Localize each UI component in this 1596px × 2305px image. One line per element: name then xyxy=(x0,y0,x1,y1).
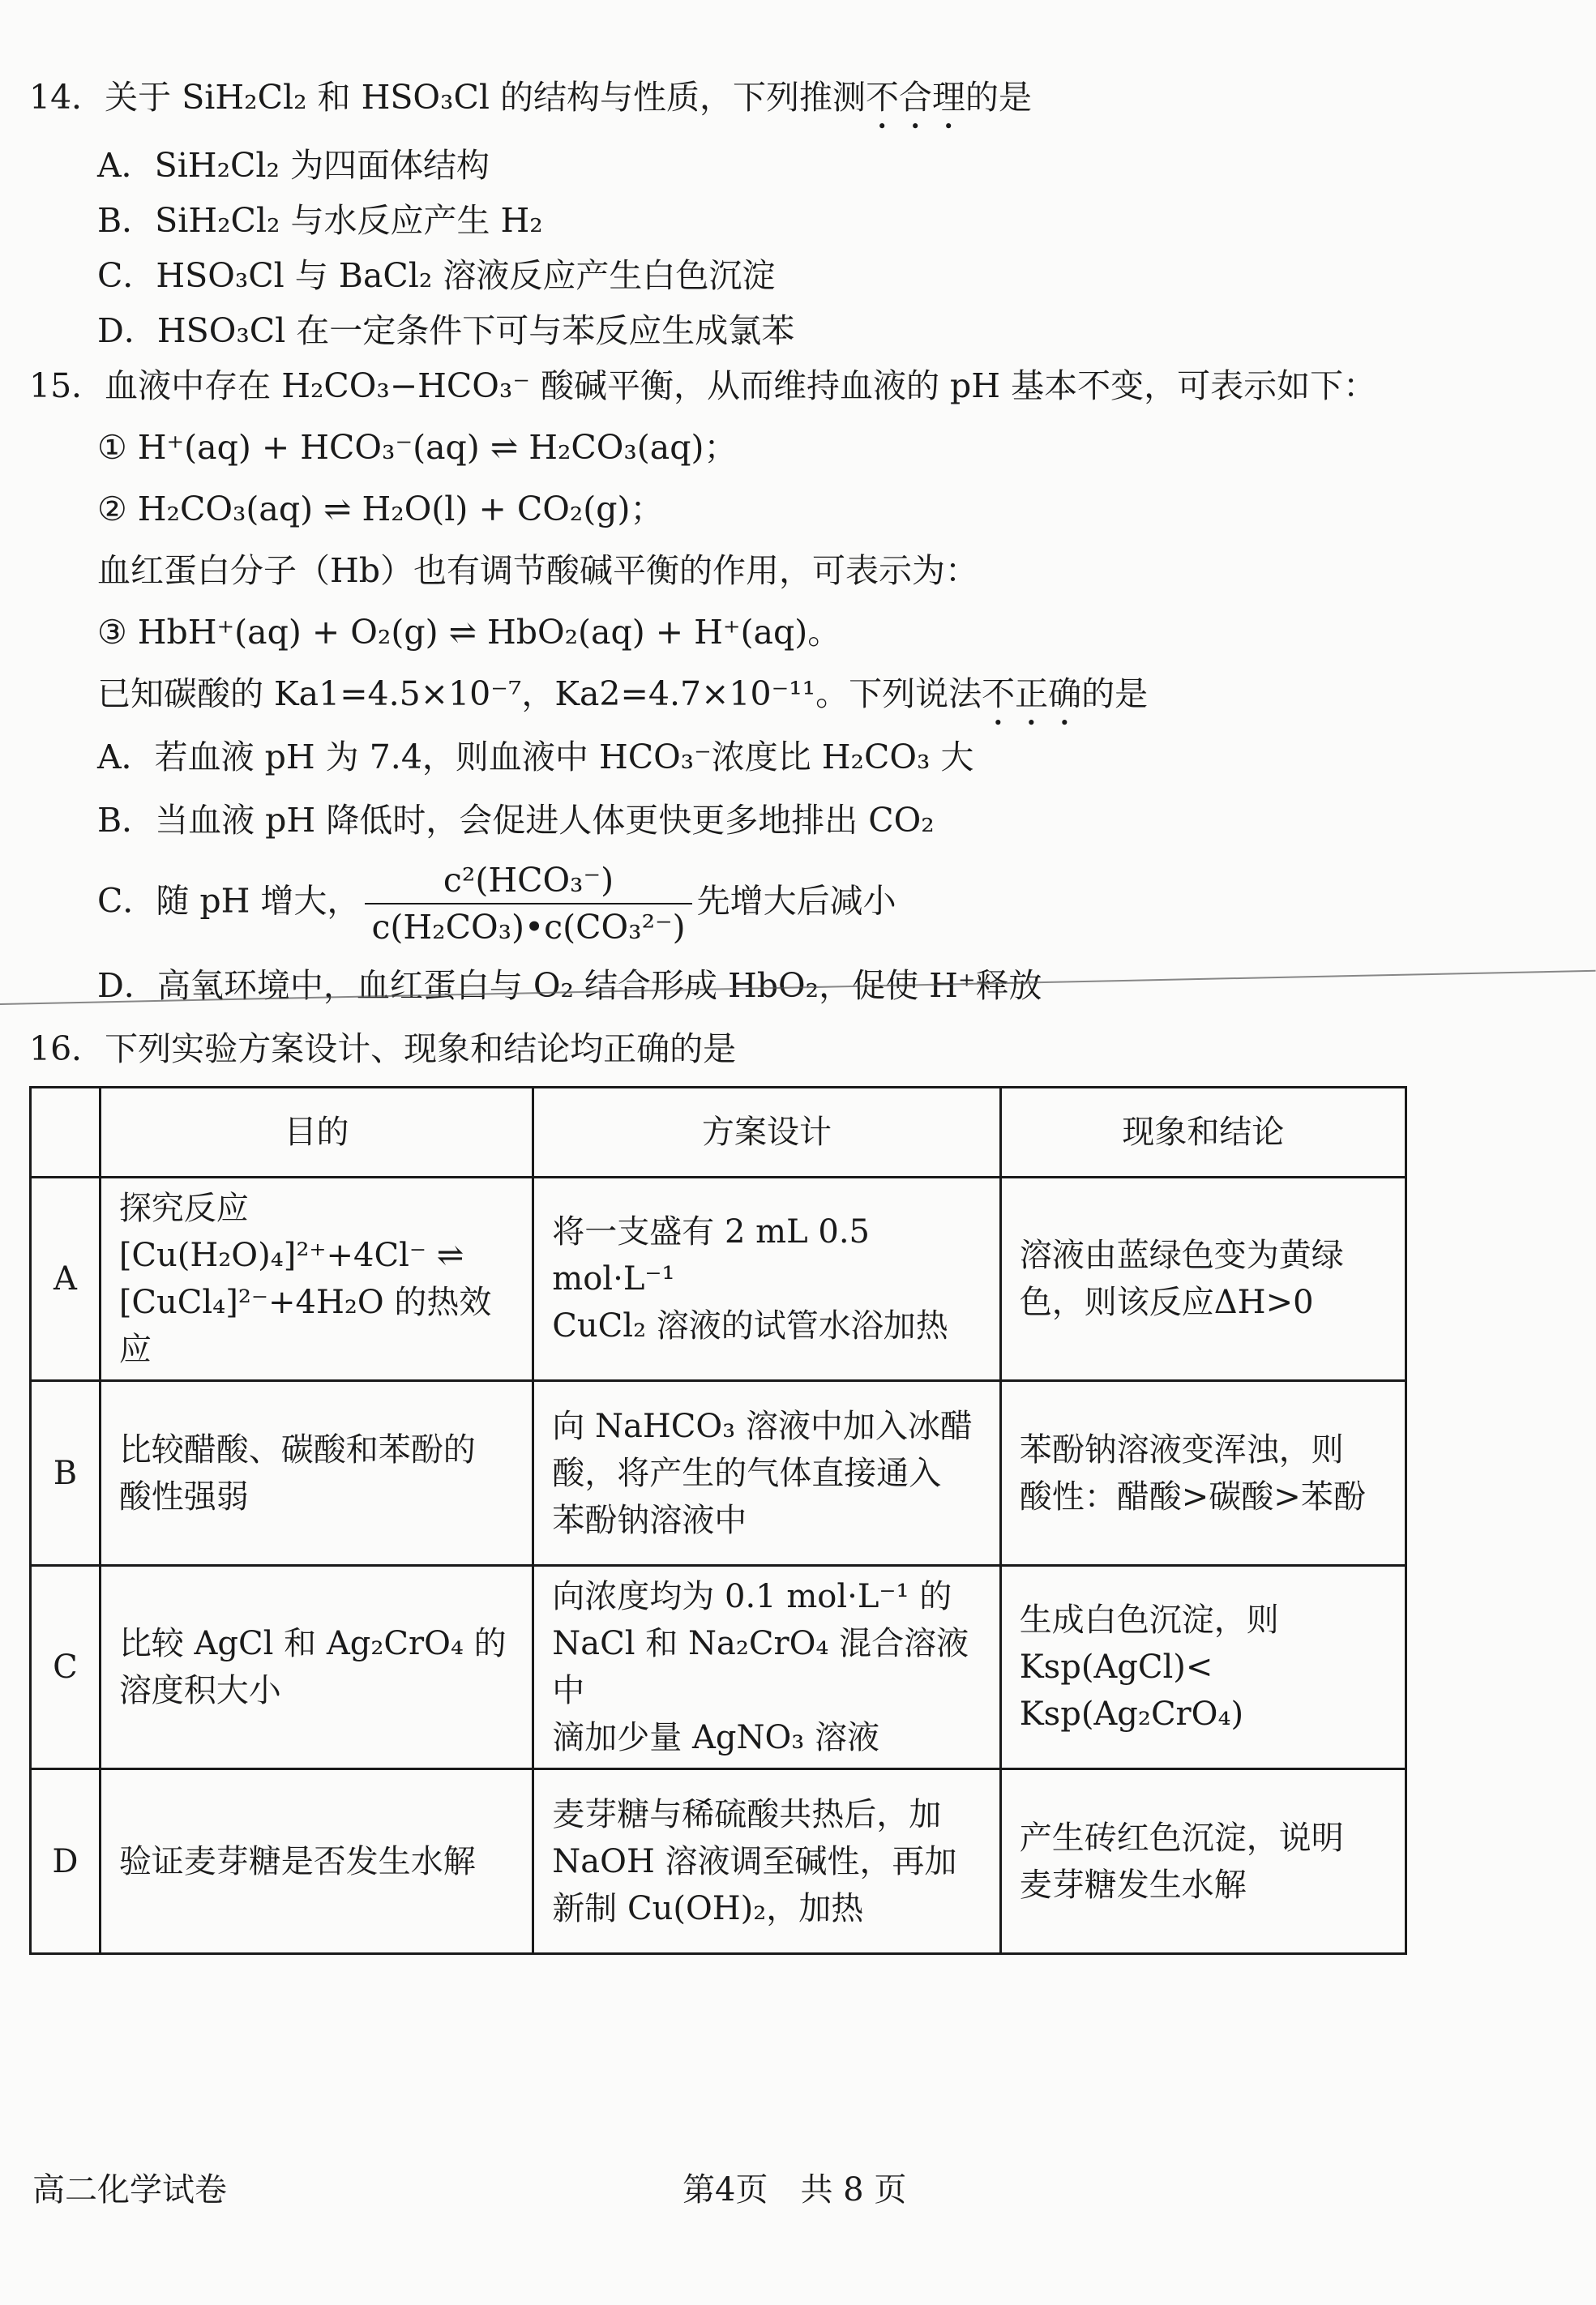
row-purpose: 验证麦芽糖是否发生水解 xyxy=(100,1769,533,1954)
table-row xyxy=(31,1178,1406,1381)
q15-fraction xyxy=(365,857,691,950)
header-result: 现象和结论 xyxy=(1000,1088,1406,1178)
q15-emphasis: 不正确 xyxy=(982,674,1082,713)
q15-option-b: B．当血液 pH 降低时，会促进人体更快更多地排出 CO₂ xyxy=(97,801,935,840)
q16-stem: 16．下列实验方案设计、现象和结论均正确的是 xyxy=(29,1029,737,1068)
header-design: 方案设计 xyxy=(533,1088,1001,1178)
q15-option-c: C．随 pH 增大， $\frac{\text{c²(HCO₃⁻)}}{\text{c(H₂CO₃)•c(CO₃²⁻)}}$ 先增大后减小 xyxy=(97,857,896,950)
table-row xyxy=(31,1566,1406,1769)
row-result: 产生砖红色沉淀，说明 麦芽糖发生水解 xyxy=(1000,1769,1406,1954)
row-label: C xyxy=(31,1566,101,1769)
footer-subject: 高二化学试卷 xyxy=(32,2171,227,2209)
header-blank xyxy=(31,1088,101,1178)
row-result: 生成白色沉淀，则 Ksp(AgCl)< Ksp(Ag₂CrO₄) xyxy=(1000,1566,1406,1769)
q14-option-d: D．HSO₃Cl 在一定条件下可与苯反应生成氯苯 xyxy=(97,311,795,350)
q14-emphasis: 不合理 xyxy=(866,78,965,117)
footer-page-number: 第4页 共 8 页 xyxy=(682,2171,907,2209)
header-purpose: 目的 xyxy=(100,1088,533,1178)
row-label: B xyxy=(31,1381,101,1566)
q15-option-a: A．若血液 pH 为 7.4，则血液中 HCO₃⁻浓度比 H₂CO₃ 大 xyxy=(97,738,974,776)
row-design: 向浓度均为 0.1 mol·L⁻¹ 的 NaCl 和 Na₂CrO₄ 混合溶液中 滴加少量 AgNO₃ 溶液 xyxy=(533,1566,1001,1769)
row-purpose: 比较醋酸、碳酸和苯酚的 酸性强弱 xyxy=(100,1381,533,1566)
q14-option-a: A．SiH₂Cl₂ 为四面体结构 xyxy=(97,146,490,185)
experiment-table xyxy=(29,1086,1407,1955)
fraction-numerator: c²(HCO₃⁻) xyxy=(365,857,691,904)
row-label: A xyxy=(31,1178,101,1381)
row-purpose: 比较 AgCl 和 Ag₂CrO₄ 的 溶度积大小 xyxy=(100,1566,533,1769)
q15-equation-3: ③ HbH⁺(aq) + O₂(g) ⇌ HbO₂(aq) + H⁺(aq)。 xyxy=(97,613,841,652)
q15-option-d: D．高氧环境中，血红蛋白与 O₂ 结合形成 HbO₂，促使 H⁺释放 xyxy=(97,966,1042,1005)
row-purpose: 探究反应 [Cu(H₂O)₄]²⁺+4Cl⁻ ⇌ [CuCl₄]²⁻+4H₂O 的热效应 xyxy=(100,1178,533,1381)
table-row xyxy=(31,1769,1406,1954)
q15-known-constants: 已知碳酸的 Ka1=4.5×10⁻⁷，Ka2=4.7×10⁻¹¹。下列说法不正确的是 xyxy=(97,674,1149,713)
q15-equation-2: ② H₂CO₃(aq) ⇌ H₂O(l) + CO₂(g)； xyxy=(97,490,664,528)
q14-stem: 14．关于 SiH₂Cl₂ 和 HSO₃Cl 的结构与性质，下列推测不合理的是 xyxy=(29,78,1032,117)
q14-option-c: C．HSO₃Cl 与 BaCl₂ 溶液反应产生白色沉淀 xyxy=(97,256,776,295)
table-row xyxy=(31,1381,1406,1566)
row-design: 麦芽糖与稀硫酸共热后，加 NaOH 溶液调至碱性，再加 新制 Cu(OH)₂，加热 xyxy=(533,1769,1001,1954)
q15-equation-1: ① H⁺(aq) + HCO₃⁻(aq) ⇌ H₂CO₃(aq)； xyxy=(97,428,738,467)
row-result: 溶液由蓝绿色变为黄绿 色，则该反应ΔH>0 xyxy=(1000,1178,1406,1381)
table-header-row xyxy=(31,1088,1406,1178)
fraction-denominator: c(H₂CO₃)•c(CO₃²⁻) xyxy=(371,908,686,947)
row-design: 向 NaHCO₃ 溶液中加入冰醋 酸，将产生的气体直接通入 苯酚钠溶液中 xyxy=(533,1381,1001,1566)
q15-hb-intro: 血红蛋白分子（Hb）也有调节酸碱平衡的作用，可表示为： xyxy=(97,551,978,590)
q15-stem: 15．血液中存在 H₂CO₃−HCO₃⁻ 酸碱平衡，从而维持血液的 pH 基本不变，可表示如下： xyxy=(29,366,1377,405)
row-label: D xyxy=(31,1769,101,1954)
row-design: 将一支盛有 2 mL 0.5 mol·L⁻¹ CuCl₂ 溶液的试管水浴加热 xyxy=(533,1178,1001,1381)
q14-option-b: B．SiH₂Cl₂ 与水反应产生 H₂ xyxy=(97,201,543,240)
row-result: 苯酚钠溶液变浑浊，则 酸性：醋酸>碳酸>苯酚 xyxy=(1000,1381,1406,1566)
